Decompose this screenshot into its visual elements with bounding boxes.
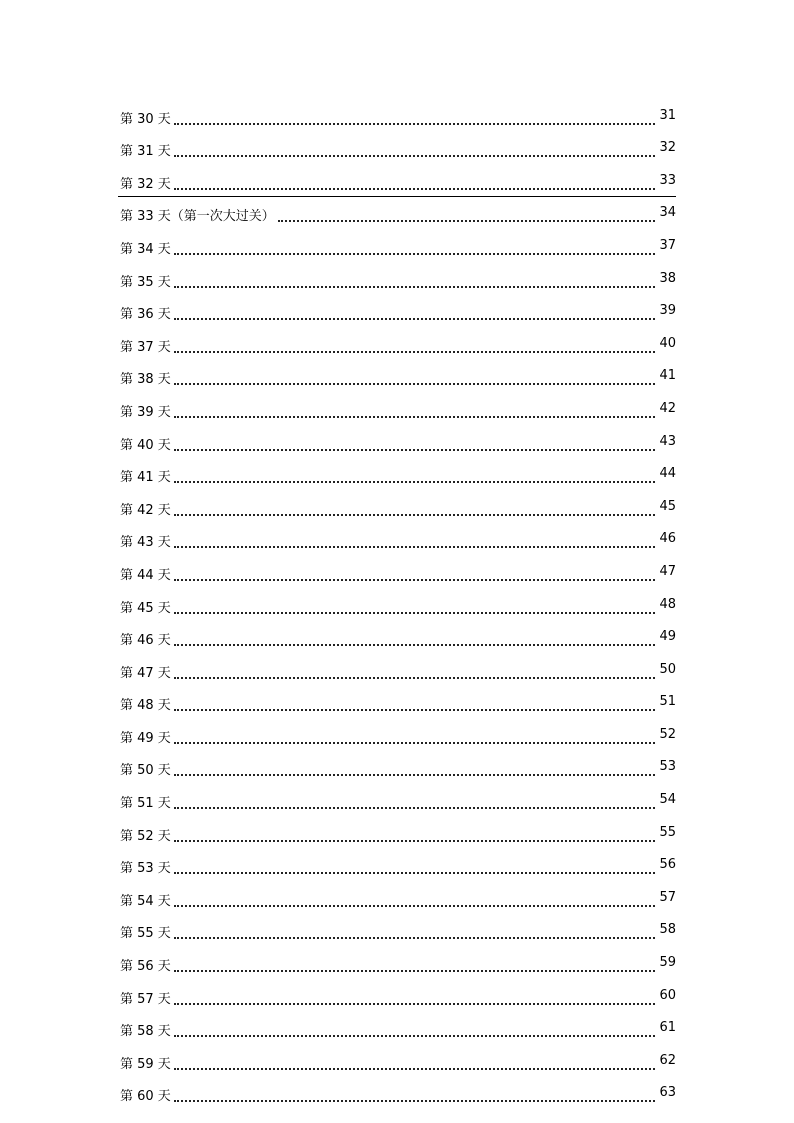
toc-entry-title: 第 55 天 xyxy=(120,926,171,942)
toc-entry-title: 第 33 天（第一次大过关） xyxy=(120,209,275,225)
toc-page-number: 55 xyxy=(659,824,676,840)
toc-entry-title: 第 57 天 xyxy=(120,991,171,1007)
toc-entry[interactable] xyxy=(120,685,676,718)
toc-page-number: 38 xyxy=(659,270,676,286)
toc-dot-leader xyxy=(174,188,656,190)
toc-page-number: 49 xyxy=(659,629,676,645)
toc-entry[interactable] xyxy=(120,457,676,490)
toc-entry-title: 第 47 天 xyxy=(120,665,171,681)
toc-entry-title: 第 42 天 xyxy=(120,502,171,518)
toc-entry[interactable] xyxy=(120,424,676,457)
toc-entry-title: 第 48 天 xyxy=(120,698,171,714)
toc-page-number: 46 xyxy=(659,531,676,547)
toc-page-number: 61 xyxy=(659,1020,676,1036)
toc-dot-leader xyxy=(174,514,656,516)
toc-entry[interactable] xyxy=(120,880,676,913)
toc-entry-title: 第 60 天 xyxy=(120,1089,171,1105)
toc-dot-leader xyxy=(174,840,656,842)
toc-page-number: 51 xyxy=(659,694,676,710)
toc-entry-title: 第 38 天 xyxy=(120,372,171,388)
toc-page-number: 62 xyxy=(659,1052,676,1068)
toc-dot-leader xyxy=(174,905,656,907)
toc-dot-leader xyxy=(174,546,656,548)
toc-entry[interactable] xyxy=(120,1076,676,1109)
toc-entry[interactable] xyxy=(120,913,676,946)
toc-entry[interactable] xyxy=(120,359,676,392)
toc-entry[interactable] xyxy=(120,98,676,131)
toc-dot-leader xyxy=(174,1068,656,1070)
toc-page-number: 56 xyxy=(659,857,676,873)
toc-page-number: 45 xyxy=(659,498,676,514)
toc-page-number: 54 xyxy=(659,792,676,808)
toc-dot-leader xyxy=(174,612,656,614)
toc-dot-leader xyxy=(278,220,656,222)
toc-entry-title: 第 54 天 xyxy=(120,893,171,909)
toc-dot-leader xyxy=(174,644,656,646)
toc-entry-title: 第 51 天 xyxy=(120,796,171,812)
toc-page-number: 40 xyxy=(659,335,676,351)
toc-page-number: 53 xyxy=(659,759,676,775)
toc-entry-title: 第 58 天 xyxy=(120,1024,171,1040)
toc-entry-title: 第 49 天 xyxy=(120,730,171,746)
toc-entry-title: 第 31 天 xyxy=(120,144,171,160)
toc-entry[interactable] xyxy=(120,848,676,881)
toc-dot-leader xyxy=(174,970,656,972)
toc-entry[interactable] xyxy=(120,978,676,1011)
toc-entry[interactable] xyxy=(120,391,676,424)
toc-entry[interactable] xyxy=(120,717,676,750)
toc-dot-leader xyxy=(174,677,656,679)
toc-page-number: 50 xyxy=(659,661,676,677)
toc-entry[interactable] xyxy=(120,196,676,229)
toc-entry[interactable] xyxy=(120,163,676,196)
toc-page-number: 57 xyxy=(659,889,676,905)
toc-dot-leader xyxy=(174,1035,656,1037)
toc-entry[interactable] xyxy=(120,326,676,359)
toc-entry-title: 第 39 天 xyxy=(120,404,171,420)
toc-dot-leader xyxy=(174,449,656,451)
toc-page-number: 32 xyxy=(659,140,676,156)
toc-page-number: 37 xyxy=(659,237,676,253)
toc-entry-title: 第 30 天 xyxy=(120,111,171,127)
toc-entry-title: 第 53 天 xyxy=(120,861,171,877)
toc-entry-title: 第 37 天 xyxy=(120,339,171,355)
toc-entry-title: 第 32 天 xyxy=(120,176,171,192)
toc-page-number: 60 xyxy=(659,987,676,1003)
toc-entry-title: 第 43 天 xyxy=(120,535,171,551)
toc-dot-leader xyxy=(174,416,656,418)
toc-dot-leader xyxy=(174,742,656,744)
table-of-contents xyxy=(120,98,676,1108)
toc-entry-title: 第 40 天 xyxy=(120,437,171,453)
toc-dot-leader xyxy=(174,1100,656,1102)
toc-dot-leader xyxy=(174,253,656,255)
toc-entry[interactable] xyxy=(120,652,676,685)
toc-page-number: 44 xyxy=(659,466,676,482)
toc-page-number: 58 xyxy=(659,922,676,938)
toc-entry[interactable] xyxy=(120,554,676,587)
toc-entry-title: 第 34 天 xyxy=(120,241,171,257)
toc-entry[interactable] xyxy=(120,1011,676,1044)
toc-page-number: 59 xyxy=(659,955,676,971)
toc-entry[interactable] xyxy=(120,750,676,783)
toc-dot-leader xyxy=(174,383,656,385)
toc-entry[interactable] xyxy=(120,587,676,620)
toc-entry[interactable] xyxy=(120,522,676,555)
toc-dot-leader xyxy=(174,318,656,320)
toc-dot-leader xyxy=(174,286,656,288)
toc-dot-leader xyxy=(174,872,656,874)
toc-entry-title: 第 41 天 xyxy=(120,470,171,486)
toc-entry-title: 第 50 天 xyxy=(120,763,171,779)
toc-entry-title: 第 44 天 xyxy=(120,567,171,583)
toc-page-number: 63 xyxy=(659,1085,676,1101)
toc-entry[interactable] xyxy=(120,945,676,978)
toc-dot-leader xyxy=(174,709,656,711)
toc-entry-title: 第 59 天 xyxy=(120,1056,171,1072)
toc-page-number: 39 xyxy=(659,303,676,319)
toc-page-number: 33 xyxy=(659,172,676,188)
toc-dot-leader xyxy=(174,1003,656,1005)
toc-entry[interactable] xyxy=(120,782,676,815)
toc-entry-title: 第 56 天 xyxy=(120,959,171,975)
toc-dot-leader xyxy=(174,579,656,581)
toc-dot-leader xyxy=(174,937,656,939)
toc-entry[interactable] xyxy=(120,815,676,848)
toc-entry-title: 第 36 天 xyxy=(120,307,171,323)
toc-dot-leader xyxy=(174,807,656,809)
toc-entry-title: 第 52 天 xyxy=(120,828,171,844)
toc-dot-leader xyxy=(174,481,656,483)
toc-page-number: 47 xyxy=(659,563,676,579)
toc-entry[interactable] xyxy=(120,228,676,261)
toc-entry[interactable] xyxy=(120,294,676,327)
toc-entry[interactable] xyxy=(120,131,676,164)
toc-page-number: 31 xyxy=(659,107,676,123)
toc-dot-leader xyxy=(174,351,656,353)
toc-entry[interactable] xyxy=(120,261,676,294)
toc-page-number: 52 xyxy=(659,726,676,742)
toc-page-number: 42 xyxy=(659,400,676,416)
toc-entry[interactable] xyxy=(120,1043,676,1076)
toc-entry[interactable] xyxy=(120,489,676,522)
toc-dot-leader xyxy=(174,123,656,125)
toc-entry[interactable] xyxy=(120,620,676,653)
toc-entry-title: 第 46 天 xyxy=(120,633,171,649)
toc-page-number: 41 xyxy=(659,368,676,384)
toc-entry-title: 第 35 天 xyxy=(120,274,171,290)
toc-page-number: 48 xyxy=(659,596,676,612)
toc-entry-title: 第 45 天 xyxy=(120,600,171,616)
toc-dot-leader xyxy=(174,774,656,776)
toc-page-number: 43 xyxy=(659,433,676,449)
toc-page-number: 34 xyxy=(659,205,676,221)
toc-dot-leader xyxy=(174,155,656,157)
